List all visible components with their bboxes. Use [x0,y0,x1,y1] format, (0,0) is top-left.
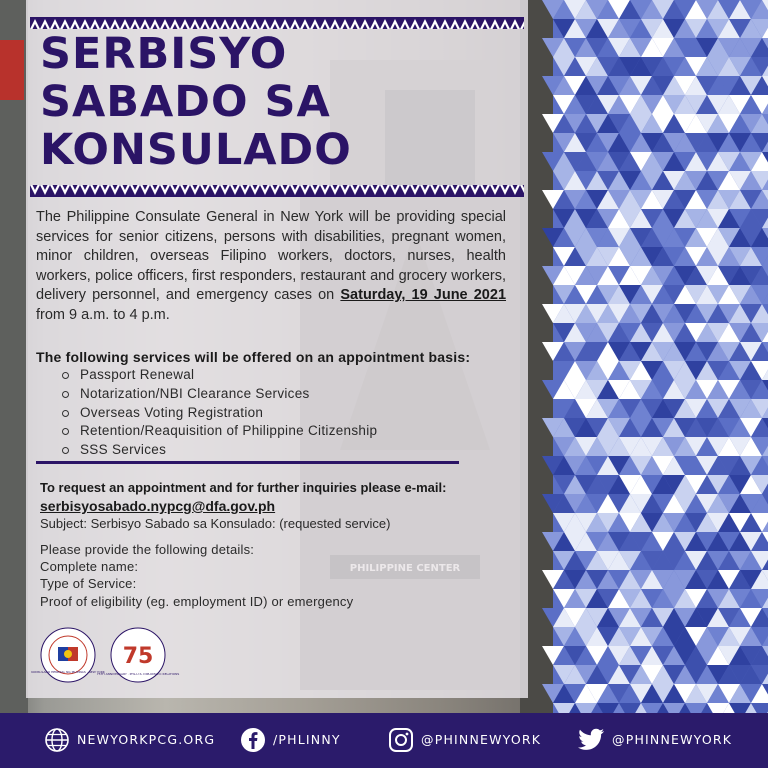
facebook-link[interactable] [240,712,341,767]
svg-text:KONSULADO HENERAL NG PILIPINAS: KONSULADO HENERAL NG PILIPINAS · NEW YORK [31,670,105,674]
details-section [40,541,353,610]
contact-section [40,479,446,533]
event-time: from 9 a.m. to 4 p.m. [36,306,170,323]
anniversary-seal-icon [96,627,180,683]
facebook-label: /PHLINNY [273,732,341,747]
intro-text: The Philippine Consulate General in New York will be providing special services for senior citizens, persons with disabilities, pregnant women, minor children, overseas Filipino workers, doctors, nurses, health workers, police officers, first responders, restaurant and grocery workers, delivery personnel, and emergency cases on [36,209,506,304]
detail-field: Proof of eligibility (eg. employment ID) or emergency [40,593,354,609]
event-date: Saturday, 19 June 2021 [340,287,507,304]
services-heading: The following services will be offered on an appointment basis: [36,349,471,365]
service-item: Overseas Voting Registration [62,404,377,423]
title-line-1: SERBISYO [40,29,288,79]
website-label: NEWYORKPCG.ORG [77,732,216,747]
instagram-label: @PHINNEWYORK [421,732,542,747]
email-subject: Subject: Serbisyo Sabado sa Konsulado: (requested service) [40,516,391,531]
triangle-pattern-panel [553,0,768,713]
bottom-pattern-bar [30,185,524,197]
title-line-2: SABADO SA [40,77,331,127]
top-pattern-bar [30,17,524,29]
facebook-icon [240,727,266,753]
service-item: SSS Services [62,441,377,460]
consulate-seal-icon [31,627,105,683]
page-title [40,30,352,174]
svg-text:75TH ANNIVERSARY · PHL-U.S. DI: 75TH ANNIVERSARY · PHL-U.S. DIPLOMATIC RELATIONS [96,672,180,676]
twitter-label: @PHINNEWYORK [612,732,733,747]
service-item: Retention/Reaquisition of Philippine Citizenship [62,422,377,441]
twitter-icon [577,728,605,752]
website-link[interactable] [44,712,215,767]
svg-text:75: 75 [122,644,154,669]
globe-icon [44,727,70,753]
intro-paragraph [36,208,506,326]
service-item: Notarization/NBI Clearance Services [62,385,377,404]
detail-field: Type of Service: [40,576,137,592]
services-list [62,366,377,460]
title-line-3: KONSULADO [40,125,352,175]
instagram-link[interactable] [388,712,541,767]
service-item: Passport Renewal [62,366,377,385]
details-intro: Please provide the following details: [40,542,255,557]
detail-field: Complete name: [40,559,139,575]
section-divider [36,461,459,464]
instagram-icon [388,727,414,753]
twitter-link[interactable] [577,712,732,767]
request-text: To request an appointment and for further inquiries please e-mail: [40,480,447,495]
email-link[interactable]: serbisyosabado.nypcg@dfa.gov.ph [40,498,276,514]
